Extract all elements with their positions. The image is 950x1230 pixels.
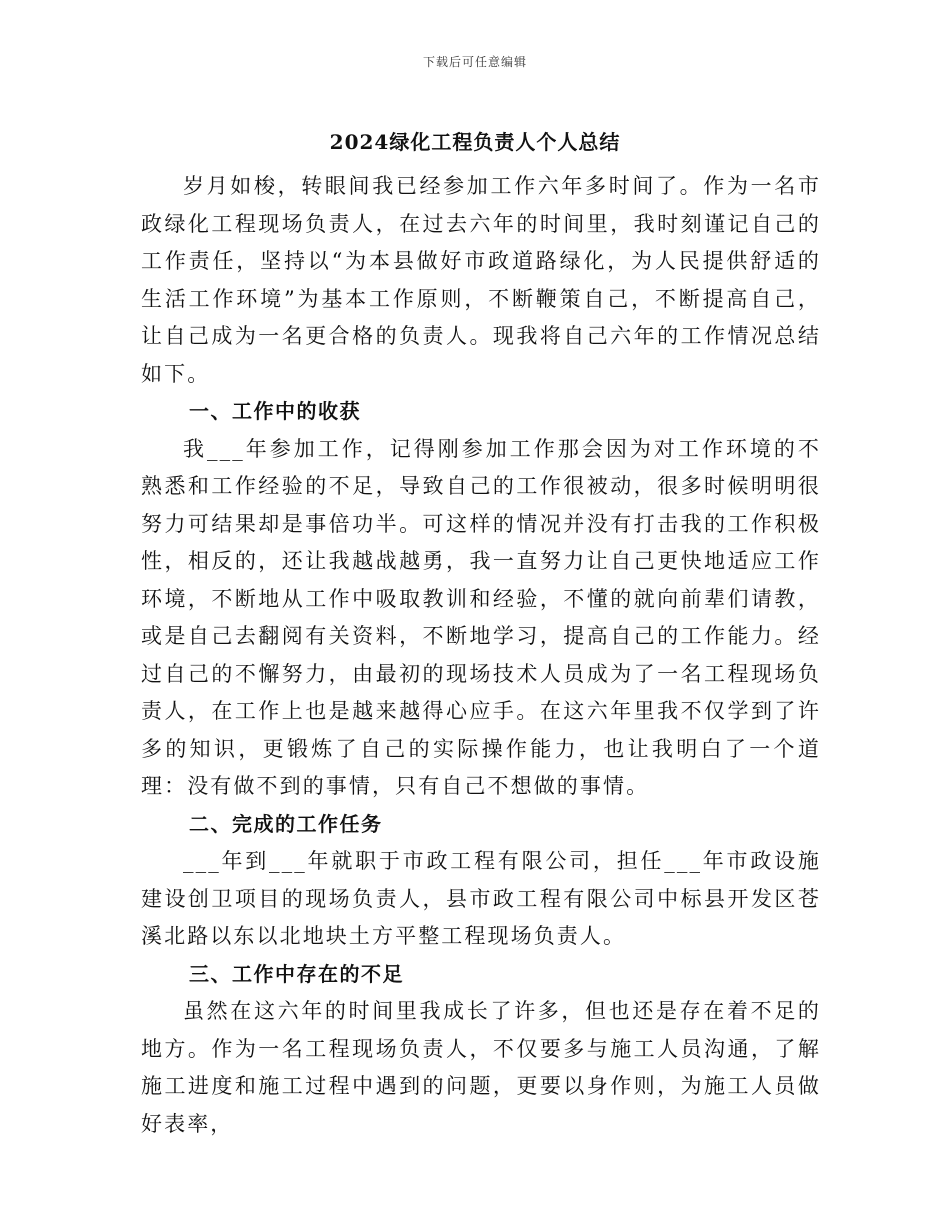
section-paragraph-shortcomings: 虽然在这六年的时间里我成长了许多，但也还是存在着不足的地方。作为一名工程现场负责人，不仅要多与施工人员沟通，了解施工进度和施工过程中遇到的问题，更要以身作则，为施工人员做好表率，	[141, 999, 821, 1136]
document-body	[141, 168, 821, 1143]
section-paragraph-gains: 我___年参加工作，记得刚参加工作那会因为对工作环境的不熟悉和工作经验的不足，导致自己的工作很被动，很多时候明明很努力可结果却是事倍功半。可这样的情况并没有打击我的工作积极性，相反的，还让我越战越勇，我一直努力让自己更快地适应工作环境，不断地从工作中吸取教训和经验，不懂的就向前辈们请教，或是自己去翻阅有关资料，不断地学习，提高自己的工作能力。经过自己的不懈努力，由最初的现场技术人员成为了一名工程现场负责人，在工作上也是越来越得心应手。在这六年里我不仅学到了许多的知识，更锻炼了自己的实际操作能力，也让我明白了一个道理：没有做不到的事情，只有自己不想做的事情。	[141, 436, 821, 798]
section-heading-gains: 一、工作中的收获	[189, 399, 361, 423]
intro-paragraph: 岁月如梭，转眼间我已经参加工作六年多时间了。作为一名市政绿化工程现场负责人，在过去六年的时间里，我时刻谨记自己的工作责任，坚持以“为本县做好市政道路绿化，为人民提供舒适的生活工作环境”为基本工作原则，不断鞭策自己，不断提高自己，让自己成为一名更合格的负责人。现我将自己六年的工作情况总结如下。	[141, 174, 821, 386]
section-heading-shortcomings: 三、工作中存在的不足	[189, 961, 404, 986]
page-header-note: 下载后可任意编辑	[422, 55, 527, 69]
section-heading-tasks: 二、完成的工作任务	[189, 811, 383, 836]
document-title: 2024绿化工程负责人个人总结	[329, 130, 621, 154]
section-paragraph-tasks: ___年到___年就职于市政工程有限公司，担任___年市政设施建设创卫项目的现场负责人，县市政工程有限公司中标县开发区苍溪北路以东以北地块土方平整工程现场负责人。	[141, 849, 821, 948]
